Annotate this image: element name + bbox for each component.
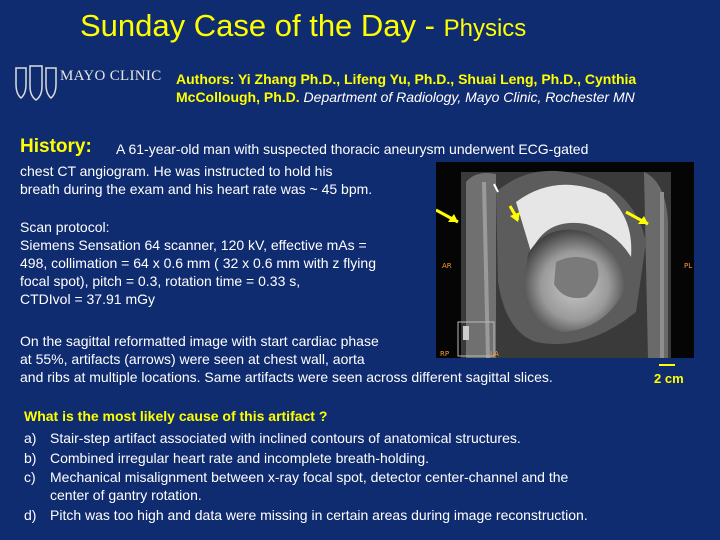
author-names: Authors: Yi Zhang Ph.D., Lifeng Yu, Ph.D., Shuai Leng, Ph.D., Cynthia McCollough, Ph.D. xyxy=(176,71,637,105)
history-line: A 61-year-old man with suspected thoracic aneurysm underwent ECG-gated xyxy=(116,141,589,157)
protocol-line: CTDIvol = 37.91 mGy xyxy=(20,291,155,307)
findings-line: and ribs at multiple locations. Same artifacts were seen across different sagittal slices. xyxy=(20,369,553,385)
option-text: Pitch was too high and data were missing in certain areas during image reconstruction. xyxy=(50,507,588,523)
option-key: c) xyxy=(24,469,36,485)
question-text: What is the most likely cause of this artifact ? xyxy=(24,408,328,424)
protocol-line: focal spot), pitch = 0.3, rotation time = 0.33 s, xyxy=(20,273,301,289)
ct-sagittal-image xyxy=(436,162,694,358)
title-subject: Physics xyxy=(443,15,527,42)
authors-block xyxy=(176,70,696,106)
protocol-line: Siemens Sensation 64 scanner, 120 kV, effective mAs = xyxy=(20,237,367,253)
mayo-shields-icon xyxy=(14,64,58,102)
option-key: a) xyxy=(24,430,37,446)
findings-line: On the sagittal reformatted image with start cardiac phase xyxy=(20,333,379,349)
option-key: b) xyxy=(24,450,37,466)
author-department: Department of Radiology, Mayo Clinic, Rochester MN xyxy=(303,89,635,105)
protocol-line: 498, collimation = 64 x 0.6 mm ( 32 x 0.6 mm with z flying xyxy=(20,255,376,271)
mayo-clinic-logo xyxy=(14,64,164,104)
scale-label: 2 cm xyxy=(654,371,684,386)
answer-option xyxy=(24,506,588,524)
history-line: breath during the exam and his heart rate was ~ 45 bpm. xyxy=(20,181,373,197)
option-text: Combined irregular heart rate and incomplete breath-holding. xyxy=(50,450,429,466)
title-main: Sunday Case of the Day - xyxy=(80,8,444,43)
option-text: Stair-step artifact associated with inclined contours of anatomical structures. xyxy=(50,430,521,446)
answer-option xyxy=(24,449,429,467)
orient-label-pl: PL xyxy=(684,262,693,270)
orient-label-ar: AR xyxy=(442,262,452,270)
option-key: d) xyxy=(24,507,37,523)
logo-text: MAYO CLINIC xyxy=(60,68,162,84)
scale-bar xyxy=(659,364,675,366)
option-continuation: center of gantry rotation. xyxy=(50,487,202,503)
findings-line: at 55%, artifacts (arrows) were seen at chest wall, aorta xyxy=(20,351,365,367)
answer-option xyxy=(24,468,568,486)
history-heading: History: xyxy=(20,136,92,157)
protocol-heading: Scan protocol: xyxy=(20,219,110,235)
answer-option xyxy=(24,429,521,447)
history-line: chest CT angiogram. He was instructed to hold his xyxy=(20,163,333,179)
slide-title xyxy=(80,8,526,44)
option-text: Mechanical misalignment between x-ray focal spot, detector center-channel and the xyxy=(50,469,569,485)
orient-label-rp: RP xyxy=(440,350,450,358)
orient-label-la: LA xyxy=(490,350,499,358)
